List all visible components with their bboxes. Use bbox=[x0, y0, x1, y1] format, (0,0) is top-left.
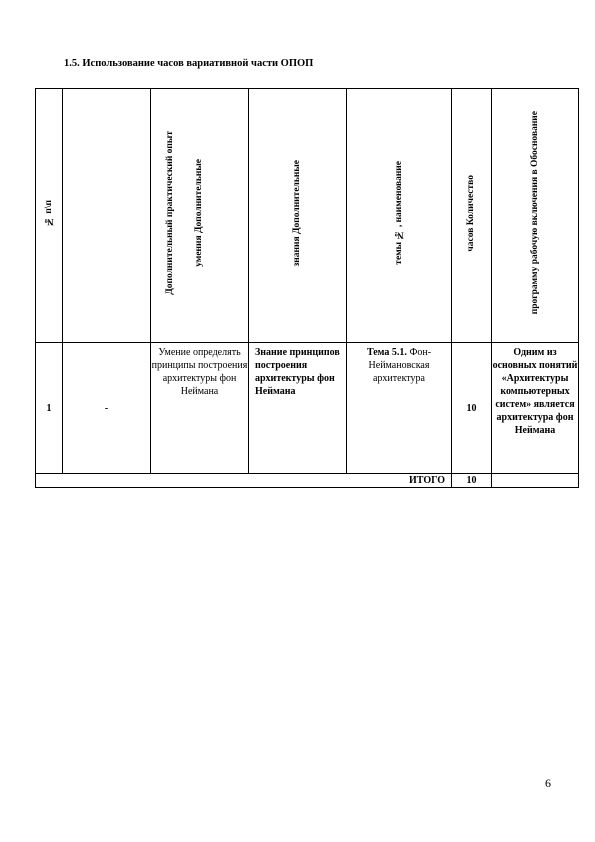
topic-number: Тема 5.1. bbox=[366, 347, 407, 358]
table-row bbox=[36, 343, 579, 474]
cell-rationale: Одним из основных понятий «Архитектуры компьютерных систем» является архитектура фон Неймана bbox=[492, 343, 579, 474]
header-topic: темы № , наименование bbox=[347, 89, 452, 343]
cell-topic bbox=[347, 343, 452, 474]
header-knowledge: знания Дополнительные bbox=[249, 89, 347, 343]
header-row bbox=[36, 89, 579, 343]
cell-hours: 10 bbox=[452, 343, 492, 474]
variable-hours-table bbox=[35, 88, 579, 488]
cell-skills: Умение определять принципы построения архитектуры фон Неймана bbox=[151, 343, 249, 474]
header-experience: Дополнительный практический опыт bbox=[63, 89, 151, 343]
header-number: № п\п bbox=[36, 89, 63, 343]
cell-number: 1 bbox=[36, 343, 63, 474]
cell-experience: - bbox=[63, 343, 151, 474]
section-heading: 1.5. Использование часов вариативной части ОПОП bbox=[64, 58, 314, 69]
header-rationale: программу рабочую включения в Обоснование bbox=[492, 89, 579, 343]
header-hours: часов Количество bbox=[452, 89, 492, 343]
total-label: ИТОГО bbox=[36, 474, 452, 488]
topic-title: Фон-Неймановская архитектура bbox=[368, 347, 432, 384]
header-skills: умения Дополнительные bbox=[151, 89, 249, 343]
total-empty-cell bbox=[492, 474, 579, 488]
cell-knowledge: Знание принципов построения архитектуры фон Неймана bbox=[249, 343, 347, 474]
page-number: 6 bbox=[545, 776, 551, 790]
total-value: 10 bbox=[452, 474, 492, 488]
total-row bbox=[36, 474, 579, 488]
